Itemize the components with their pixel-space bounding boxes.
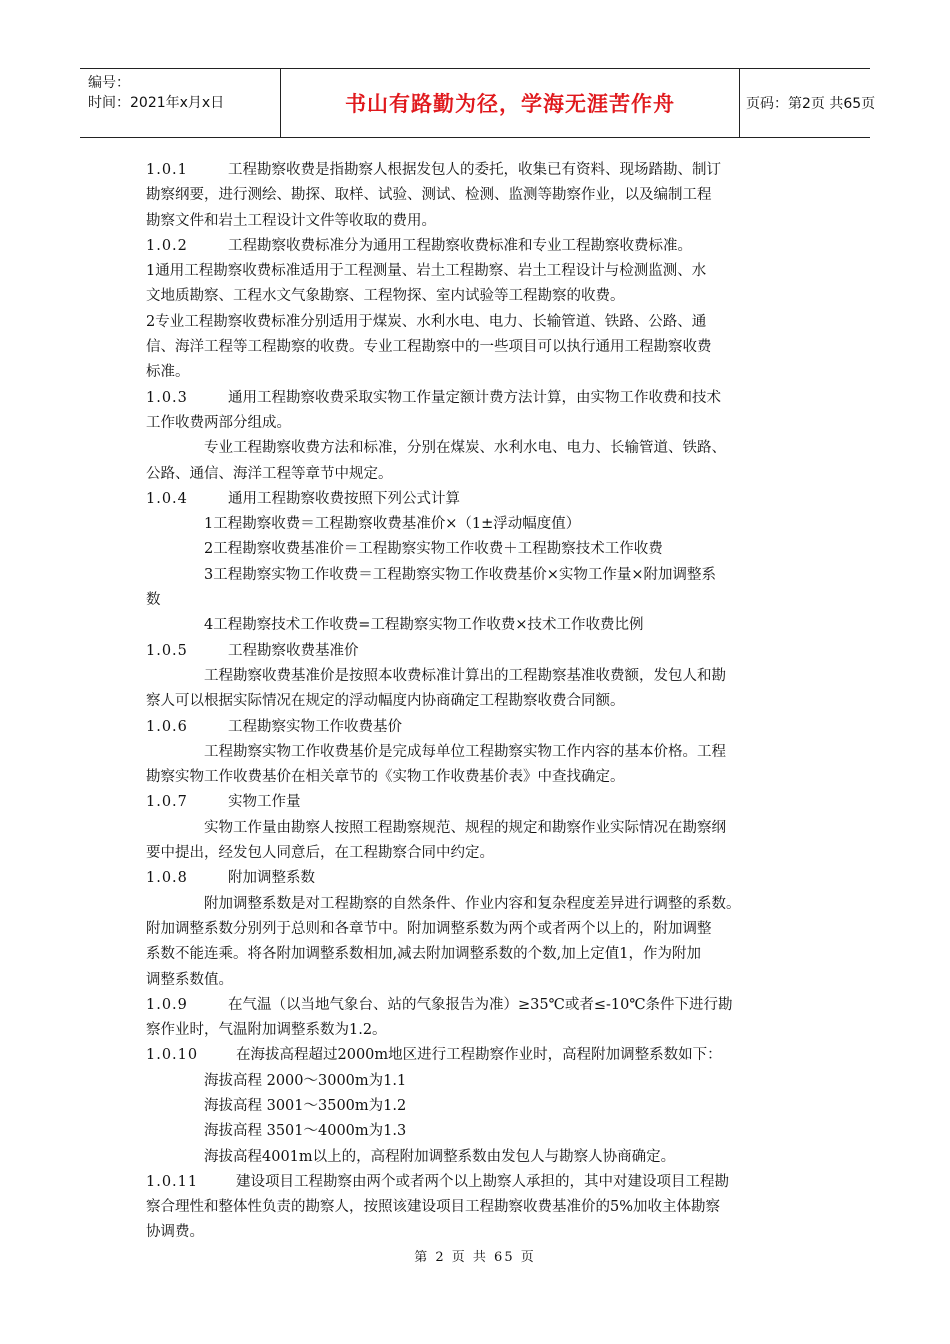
section-line <box>146 487 806 512</box>
line-text: 数 <box>146 592 161 609</box>
line-text: 海拔高程 3501～4000m为1.3 <box>204 1123 407 1140</box>
section-number: 1.0.4 <box>146 490 188 507</box>
text-line <box>146 588 806 613</box>
text-line <box>146 892 806 917</box>
page-footer <box>0 1246 950 1265</box>
header-motto-cell <box>280 69 740 137</box>
section-number: 1.0.5 <box>146 642 188 659</box>
text-line <box>146 284 806 309</box>
footer-page-number: 第 2 页 共 65 页 <box>414 1250 536 1265</box>
line-text: 察作业时，气温附加调整系数为1.2。 <box>146 1022 387 1039</box>
line-text: 工程勘察收费标准分为通用工程勘察收费标准和专业工程勘察收费标准。 <box>228 237 692 254</box>
text-line <box>146 310 806 335</box>
section-number: 1.0.3 <box>146 389 188 406</box>
line-text: 勘察文件和岩土工程设计文件等收取的费用。 <box>146 212 436 229</box>
line-text: 附加调整系数是对工程勘察的自然条件、作业内容和复杂程度差异进行调整的系数。 <box>204 895 741 912</box>
text-line <box>146 436 806 461</box>
motto: 书山有路勤为径，学海无涯苦作舟 <box>345 92 675 116</box>
line-text: 3工程勘察实物工作收费＝工程勘察实物工作收费基价×实物工作量×附加调整系 <box>204 566 717 583</box>
line-text: 通用工程勘察收费采取实物工作量定额计费方法计算，由实物工作收费和技术 <box>228 389 721 406</box>
line-text: 海拔高程 2000～3000m为1.1 <box>204 1072 407 1089</box>
text-line <box>146 1220 806 1245</box>
line-text: 实物工作量 <box>228 794 301 811</box>
header-page-info <box>740 69 876 137</box>
line-text: 工程勘察实物工作收费基价是完成每单位工程勘察实物工作内容的基本价格。工程 <box>204 743 726 760</box>
line-text: 在海拔高程超过2000m地区进行工程勘察作业时，高程附加调整系数如下： <box>236 1047 722 1064</box>
line-text: 标准。 <box>146 364 190 381</box>
line-text: 工程勘察收费是指勘察人根据发包人的委托，收集已有资料、现场踏勘、制订 <box>228 162 721 178</box>
document-body <box>146 158 806 1246</box>
text-line <box>146 765 806 790</box>
text-line <box>146 841 806 866</box>
text-line <box>146 1094 806 1119</box>
line-text: 2工程勘察收费基准价＝工程勘察实物工作收费＋工程勘察技术工作收费 <box>204 541 663 558</box>
number-label: 编号： <box>88 75 130 91</box>
line-text: 海拔高程 3001～3500m为1.2 <box>204 1097 407 1114</box>
line-text: 1工程勘察收费＝工程勘察收费基准价×（1±浮动幅度值） <box>204 516 581 533</box>
line-text: 工程勘察实物工作收费基价 <box>228 718 402 735</box>
line-text: 专业工程勘察收费方法和标准，分别在煤炭、水利水电、电力、长输管道、铁路、 <box>204 440 726 457</box>
text-line <box>146 512 806 537</box>
text-line <box>146 360 806 385</box>
text-line <box>146 563 806 588</box>
line-text: 附加调整系数 <box>228 870 315 887</box>
section-number: 1.0.9 <box>146 996 188 1013</box>
line-text: 系数不能连乘。将各附加调整系数相加,减去附加调整系数的个数,加上定值1，作为附加 <box>146 946 701 963</box>
line-text: 察合理性和整体性负责的勘察人，按照该建设项目工程勘察收费基准价的5%加收主体勘察 <box>146 1199 720 1216</box>
line-text: 勘察纲要，进行测绘、勘探、取样、试验、测试、检测、监测等勘察作业，以及编制工程 <box>146 187 712 204</box>
text-line <box>146 537 806 562</box>
line-text: 工作收费两部分组成。 <box>146 414 291 431</box>
section-line <box>146 715 806 740</box>
section-line <box>146 158 806 183</box>
text-line <box>146 1145 806 1170</box>
line-text: 协调费。 <box>146 1224 204 1241</box>
line-text: 实物工作量由勘察人按照工程勘察规范、规程的规定和勘察作业实际情况在勘察纲 <box>204 819 726 836</box>
section-line <box>146 1043 806 1068</box>
text-line <box>146 917 806 942</box>
section-number: 1.0.6 <box>146 718 188 735</box>
line-text: 2专业工程勘察收费标准分别适用于煤炭、水利水电、电力、长输管道、铁路、公路、通 <box>146 313 707 330</box>
line-text: 调整系数值。 <box>146 971 233 988</box>
text-line <box>146 411 806 436</box>
line-text: 文地质勘察、工程水文气象勘察、工程物探、室内试验等工程勘察的收费。 <box>146 288 625 305</box>
line-text: 海拔高程4001m以上的，高程附加调整系数由发包人与勘察人协商确定。 <box>204 1148 676 1165</box>
text-line <box>146 740 806 765</box>
section-number: 1.0.10 <box>146 1047 199 1064</box>
text-line <box>146 1195 806 1220</box>
section-line <box>146 993 806 1018</box>
line-text: 4工程勘察技术工作收费=工程勘察实物工作收费×技术工作收费比例 <box>204 617 644 634</box>
section-number: 1.0.8 <box>146 870 188 887</box>
page-header <box>80 68 876 138</box>
line-text: 工程勘察收费基准价是按照本收费标准计算出的工程勘察基准收费额，发包人和勘 <box>204 667 726 684</box>
line-text: 要中提出，经发包人同意后，在工程勘察合同中约定。 <box>146 845 494 862</box>
section-line <box>146 386 806 411</box>
line-text: 公路、通信、海洋工程等章节中规定。 <box>146 465 393 482</box>
line-text: 在气温（以当地气象台、站的气象报告为准）≥35℃或者≤-10℃条件下进行勘 <box>228 996 733 1013</box>
section-line <box>146 790 806 815</box>
date-label: 时间：2021年x月x日 <box>88 95 225 111</box>
text-line <box>146 1018 806 1043</box>
section-line <box>146 639 806 664</box>
line-text: 建设项目工程勘察由两个或者两个以上勘察人承担的，其中对建设项目工程勘 <box>236 1173 729 1190</box>
section-number: 1.0.2 <box>146 237 188 254</box>
section-line <box>146 234 806 259</box>
header-meta <box>80 69 280 137</box>
text-line <box>146 462 806 487</box>
line-text: 1通用工程勘察收费标准适用于工程测量、岩土工程勘察、岩土工程设计与检测监测、水 <box>146 263 707 280</box>
text-line <box>146 335 806 360</box>
section-line <box>146 866 806 891</box>
section-number: 1.0.7 <box>146 794 188 811</box>
text-line <box>146 183 806 208</box>
text-line <box>146 259 806 284</box>
text-line <box>146 1069 806 1094</box>
line-text: 信、海洋工程等工程勘察的收费。专业工程勘察中的一些项目可以执行通用工程勘察收费 <box>146 339 712 356</box>
line-text: 附加调整系数分别列于总则和各章节中。附加调整系数为两个或者两个以上的，附加调整 <box>146 920 712 937</box>
line-text: 工程勘察收费基准价 <box>228 642 359 659</box>
section-line <box>146 1170 806 1195</box>
text-line <box>146 209 806 234</box>
text-line <box>146 689 806 714</box>
text-line <box>146 613 806 638</box>
page-info: 页码：第2页 共65页 <box>746 96 876 112</box>
text-line <box>146 968 806 993</box>
text-line <box>146 942 806 967</box>
text-line <box>146 1119 806 1144</box>
section-number: 1.0.11 <box>146 1173 199 1190</box>
line-text: 通用工程勘察收费按照下列公式计算 <box>228 490 460 507</box>
line-text: 察人可以根据实际情况在规定的浮动幅度内协商确定工程勘察收费合同额。 <box>146 693 625 710</box>
section-number: 1.0.1 <box>146 162 188 178</box>
text-line <box>146 664 806 689</box>
line-text: 勘察实物工作收费基价在相关章节的《实物工作收费基价表》中查找确定。 <box>146 769 625 786</box>
text-line <box>146 816 806 841</box>
